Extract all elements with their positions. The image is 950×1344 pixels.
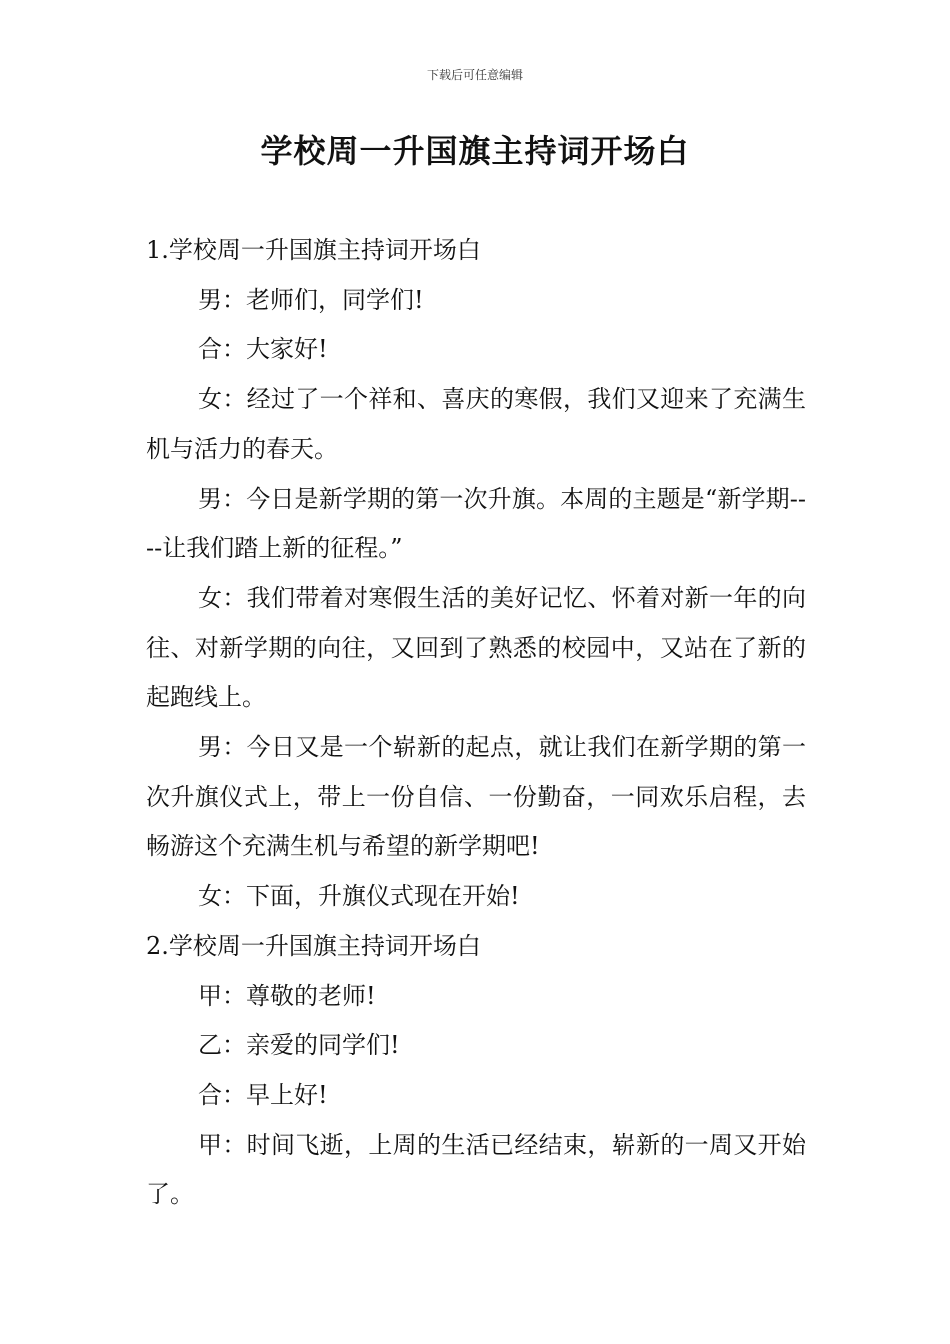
- dialogue-line: 男：老师们，同学们!: [198, 285, 424, 314]
- dialogue-line: 女：经过了一个祥和、喜庆的寒假，我们又迎来了充满生机与活力的春天。: [146, 385, 806, 463]
- dialogue-line: 合：大家好!: [198, 335, 328, 364]
- document-title: 学校周一升国旗主持词开场白: [260, 132, 690, 170]
- dialogue-line: 女：我们带着对寒假生活的美好记忆、怀着对新一年的向往、对新学期的向往，又回到了熟悉的校园中，又站在了新的起跑线上。: [146, 583, 806, 712]
- document-body: [146, 226, 806, 1220]
- section-heading-1: 1.学校周一升国旗主持词开场白: [146, 236, 481, 264]
- section-heading-2: 2.学校周一升国旗主持词开场白: [146, 931, 481, 960]
- dialogue-line: 男：今日是新学期的第一次升旗。本周的主题是“新学期----让我们踏上新的征程。”: [146, 484, 806, 563]
- dialogue-line: 合：早上好!: [198, 1080, 328, 1109]
- dialogue-line: 甲：时间飞逝，上周的生活已经结束，崭新的一周又开始了。: [146, 1130, 806, 1209]
- dialogue-line: 男：今日又是一个崭新的起点，就让我们在新学期的第一次升旗仪式上，带上一份自信、一份勤奋，一同欢乐启程，去畅游这个充满生机与希望的新学期吧!: [146, 733, 806, 861]
- dialogue-line: 女：下面，升旗仪式现在开始!: [198, 882, 520, 911]
- page-header-note: 下载后可任意编辑: [426, 68, 523, 82]
- dialogue-line: 甲：尊敬的老师!: [198, 981, 376, 1010]
- dialogue-line: 乙：亲爱的同学们!: [198, 1031, 400, 1060]
